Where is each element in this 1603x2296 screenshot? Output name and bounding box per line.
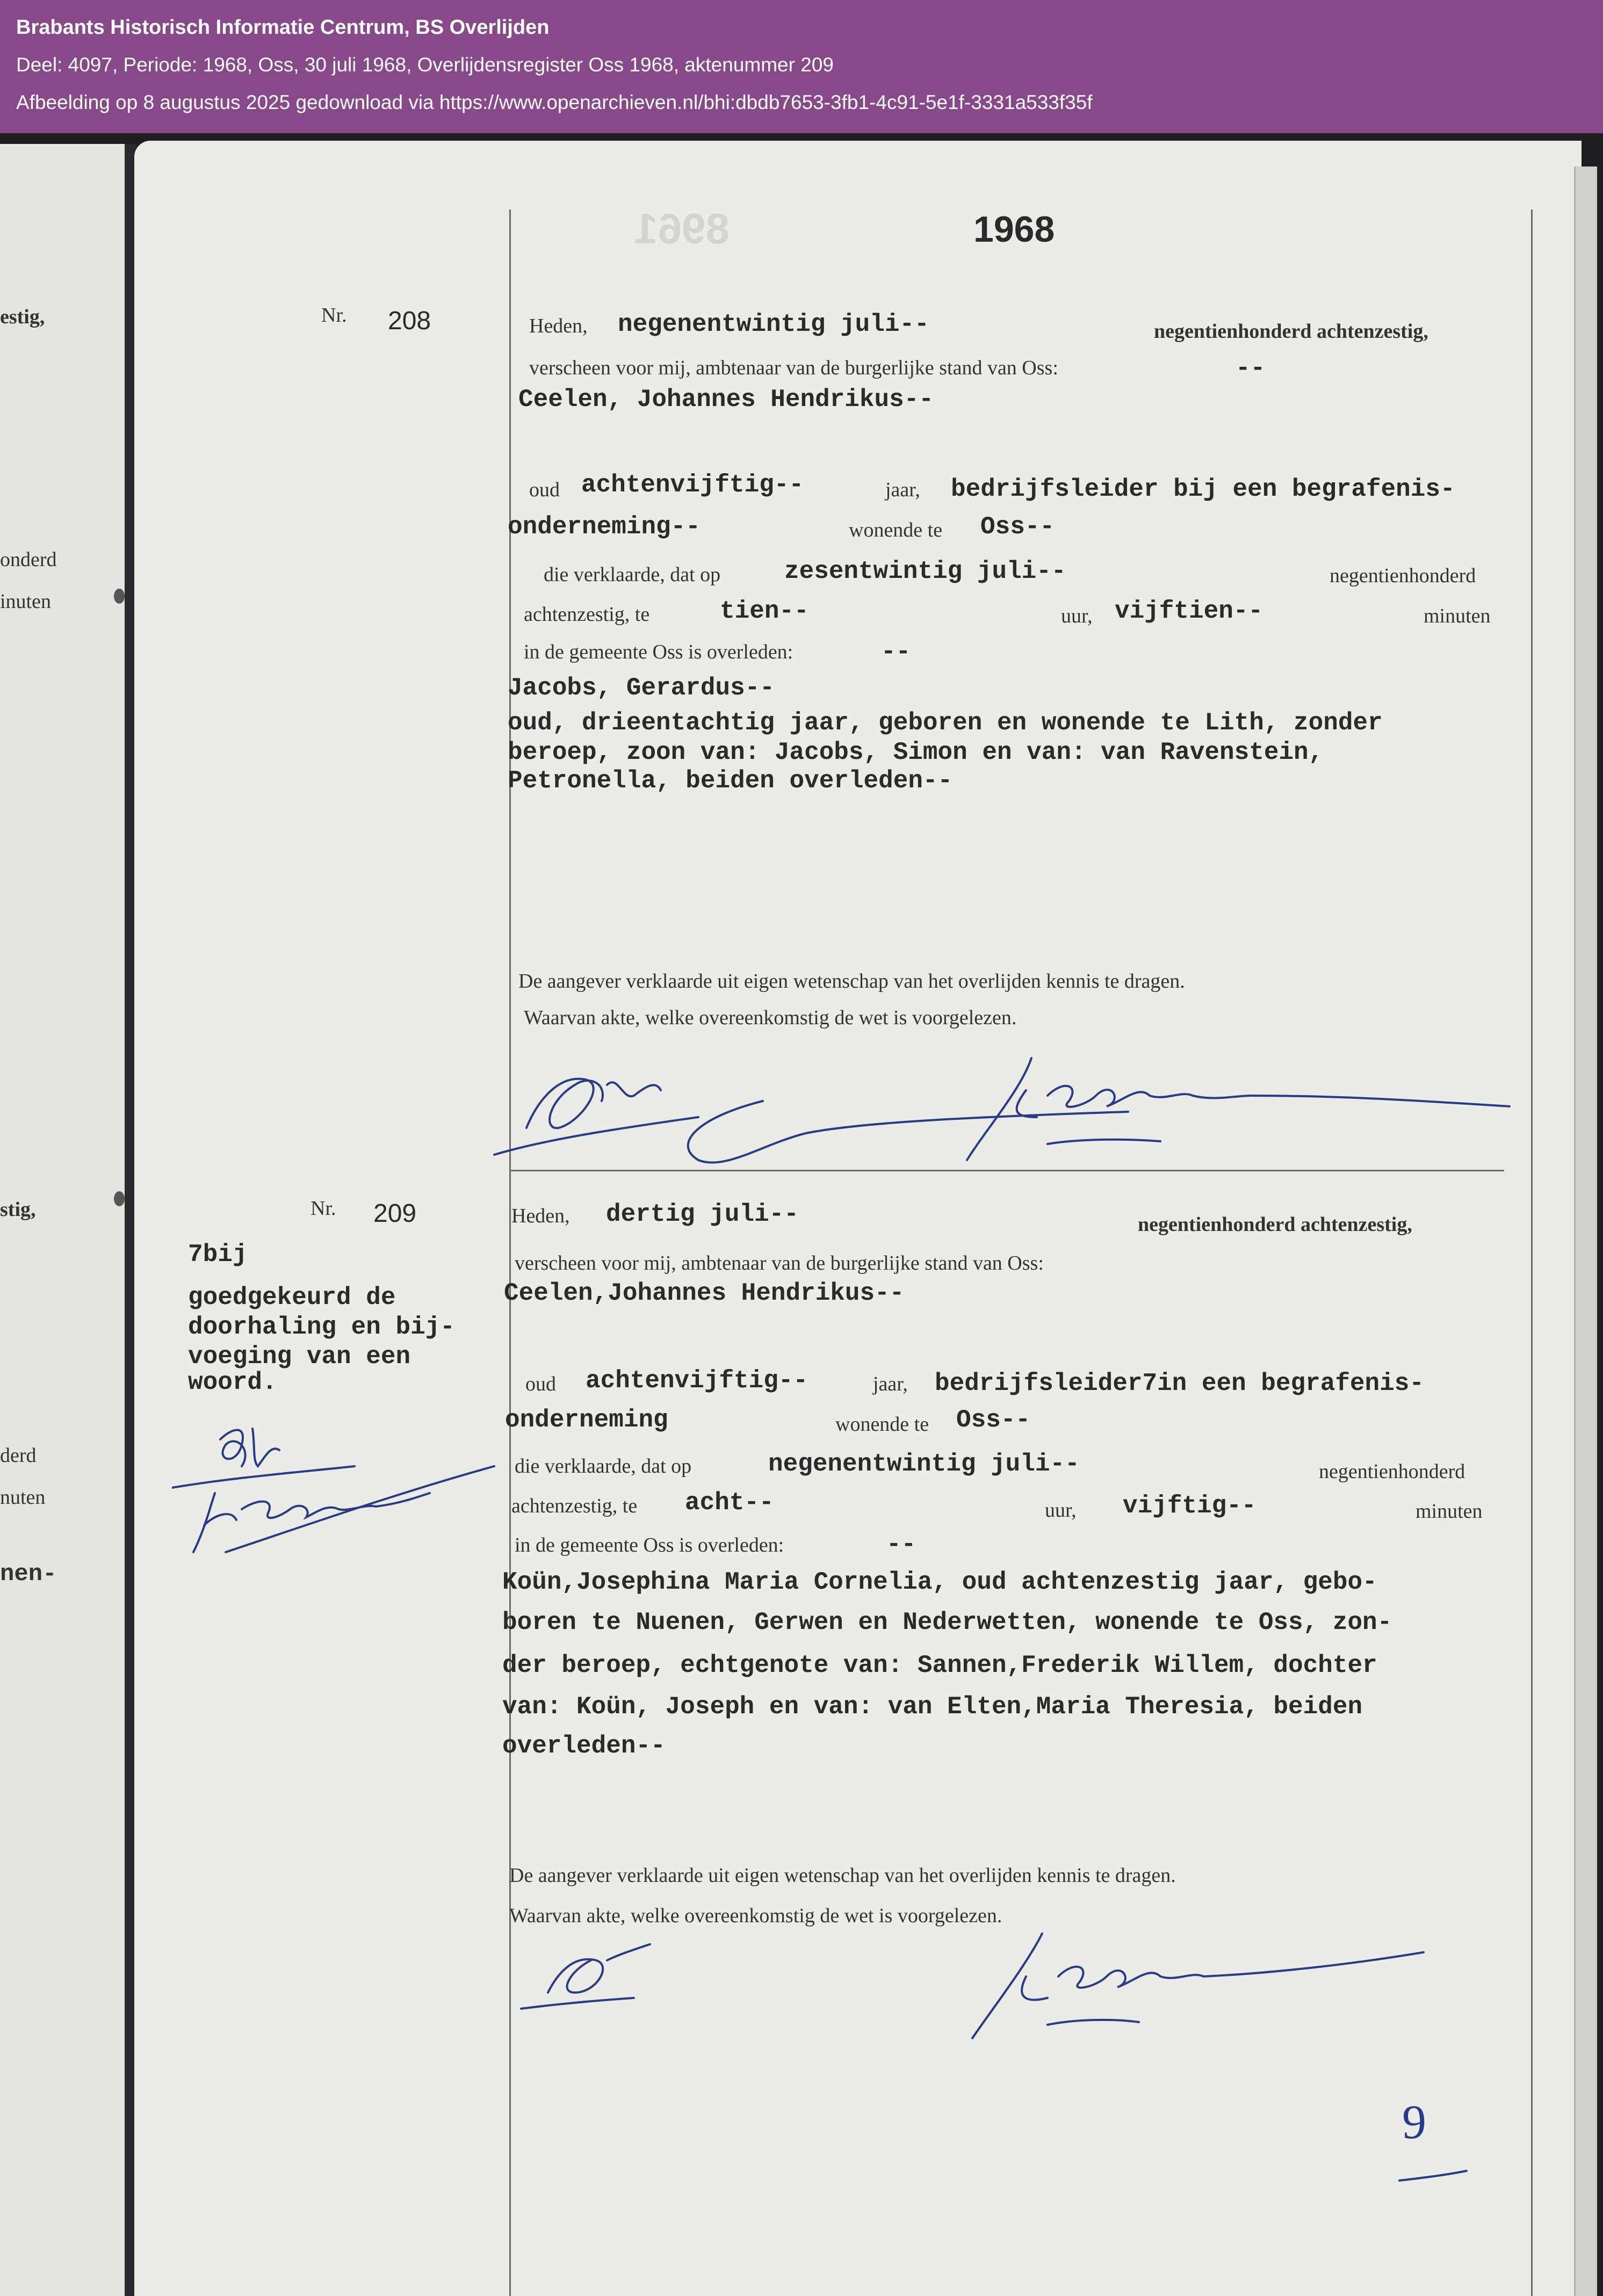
act-number: 208 (388, 307, 431, 335)
deceased-line: oud, drieentachtig jaar, geboren en wonende te Lith, zonder (508, 709, 1383, 737)
deceased-line: Petronella, beiden overleden-- (508, 767, 953, 795)
archive-banner (0, 0, 1603, 133)
deceased-line: van: Koün, Joseph en van: van Elten,Maria Theresia, beiden (502, 1693, 1363, 1721)
binding-hole (114, 1191, 125, 1206)
margin-note-line: goedgekeurd de (188, 1284, 396, 1312)
achtenzestig-label: achtenzestig, te (511, 1495, 638, 1517)
declarant-name: Ceelen, Johannes Hendrikus-- (518, 386, 934, 414)
act-year-words: negentienhonderd achtenzestig, (1138, 1213, 1412, 1236)
jaar-label: jaar, (873, 1373, 908, 1395)
fill-dashes: -- (886, 1531, 916, 1559)
deceased-line: Koün,Josephina Maria Cornelia, oud achtenzestig jaar, gebo- (502, 1568, 1377, 1596)
deceased-line: overleden-- (502, 1732, 666, 1760)
achtenzestig-label: achtenzestig, te (524, 603, 650, 626)
fill-dashes: -- (1236, 354, 1266, 382)
heden-label: Heden, (529, 315, 588, 337)
left-fragment: derd (0, 1444, 37, 1467)
left-fragment: estig, (0, 306, 45, 328)
register-year: 1968 (973, 209, 1055, 250)
declarant-occupation: bedrijfsleider bij een begrafenis- (951, 475, 1455, 503)
fill-dashes: -- (881, 638, 911, 666)
minuten-label: minuten (1424, 605, 1491, 627)
binding-hole (114, 589, 125, 604)
act-nr-label: Nr. (311, 1197, 336, 1220)
waarvan-statement: Waarvan akte, welke overeenkomstig de wet is voorgelezen. (524, 1006, 1017, 1029)
page-number: 9 (1402, 2096, 1426, 2149)
aangever-statement: De aangever verklaarde uit eigen wetenschap van het overlijden kennis te dragen. (518, 970, 1185, 993)
margin-note-line: woord. (188, 1368, 277, 1396)
page-stack-edge (1574, 166, 1597, 2296)
signature-act-209 (510, 1912, 1504, 2052)
act-number: 209 (373, 1199, 417, 1228)
wonende-label: wonende te (849, 519, 943, 541)
deceased-line: der beroep, echtgenote van: Sannen,Frederik Willem, dochter (502, 1652, 1377, 1679)
act-nr-label: Nr. (321, 304, 347, 327)
act-year-words: negentienhonderd achtenzestig, (1154, 320, 1428, 343)
death-minutes: vijftig-- (1123, 1492, 1257, 1520)
death-hour: tien-- (720, 597, 809, 625)
margin-signature-act-209 (172, 1407, 505, 1563)
heden-label: Heden, (511, 1205, 570, 1227)
oud-label: oud (529, 479, 560, 501)
act-date: dertig juli-- (606, 1200, 799, 1228)
deceased-line: Jacobs, Gerardus-- (508, 674, 775, 702)
left-fragment: onderd (0, 548, 57, 571)
oud-label: oud (525, 1373, 556, 1395)
negentienhonderd-label: negentienhonderd (1330, 564, 1476, 587)
verklaarde-label: die verklaarde, dat op (515, 1455, 692, 1477)
left-fragment: inuten (0, 590, 51, 613)
column-rule (1531, 209, 1533, 2296)
jaar-label: jaar, (885, 479, 920, 501)
wonende-label: wonende te (835, 1413, 929, 1436)
left-fragment: stig, (0, 1198, 36, 1221)
negentienhonderd-label: negentienhonderd (1319, 1460, 1465, 1483)
declarant-occupation: bedrijfsleider7in een begrafenis- (935, 1370, 1424, 1397)
uur-label: uur, (1061, 605, 1093, 627)
gemeente-text: in de gemeente Oss is overleden: (515, 1534, 784, 1556)
declarant-name: Ceelen,Johannes Hendrikus-- (504, 1279, 905, 1307)
death-hour: acht-- (685, 1489, 774, 1517)
verklaarde-label: die verklaarde, dat op (544, 563, 721, 586)
deceased-line: boren te Nuenen, Gerwen en Nederwetten, wonende te Oss, zon- (502, 1609, 1392, 1636)
declarant-residence: Oss-- (956, 1406, 1031, 1434)
verscheen-text: verscheen voor mij, ambtenaar van de burgerlijke stand van Oss: (515, 1252, 1044, 1274)
gemeente-text: in de gemeente Oss is overleden: (524, 641, 793, 663)
declarant-age: achtenvijftig-- (581, 471, 804, 499)
left-fragment: nuten (0, 1486, 46, 1509)
declarant-occupation-cont: onderneming-- (508, 513, 701, 541)
record-details: Deel: 4097, Periode: 1968, Oss, 30 juli 1968, Overlijdensregister Oss 1968, aktenummer 209 (16, 54, 834, 76)
download-note: Afbeelding op 8 augustus 2025 gedownload via https://www.openarchieven.nl/bhi:dbdb7653-3fb1-4c91-5e1f-3331a533f35f (16, 91, 1093, 113)
page-number-underline (1397, 2164, 1472, 2186)
death-date: negenentwintig juli-- (768, 1450, 1080, 1478)
declarant-age: achtenvijftig-- (586, 1367, 808, 1395)
waarvan-statement: Waarvan akte, welke overeenkomstig de wet is voorgelezen. (509, 1904, 1002, 1927)
minuten-label: minuten (1416, 1500, 1483, 1523)
death-date: zesentwintig juli-- (784, 557, 1066, 585)
margin-note-line: voeging van een (188, 1343, 411, 1371)
left-page-edge (0, 144, 125, 2296)
signature-act-208 (483, 1037, 1531, 1176)
death-minutes: vijftien-- (1115, 597, 1263, 625)
declarant-occupation-cont: onderneming (505, 1406, 668, 1434)
declarant-residence: Oss-- (980, 513, 1055, 541)
verscheen-text: verscheen voor mij, ambtenaar van de burgerlijke stand van Oss: (529, 357, 1058, 379)
uur-label: uur, (1045, 1499, 1077, 1522)
aangever-statement: De aangever verklaarde uit eigen wetenschap van het overlijden kennis te dragen. (509, 1864, 1176, 1887)
archive-title: Brabants Historisch Informatie Centrum, BS Overlijden (16, 16, 550, 39)
deceased-line: beroep, zoon van: Jacobs, Simon en van: van Ravenstein, (508, 738, 1324, 766)
act-date: negenentwintig juli-- (618, 310, 929, 338)
margin-note-line: 7bij (188, 1241, 248, 1269)
left-fragment: nen- (0, 1561, 57, 1588)
margin-note-line: doorhaling en bij- (188, 1313, 455, 1341)
bleed-through: 8961 (634, 205, 730, 252)
